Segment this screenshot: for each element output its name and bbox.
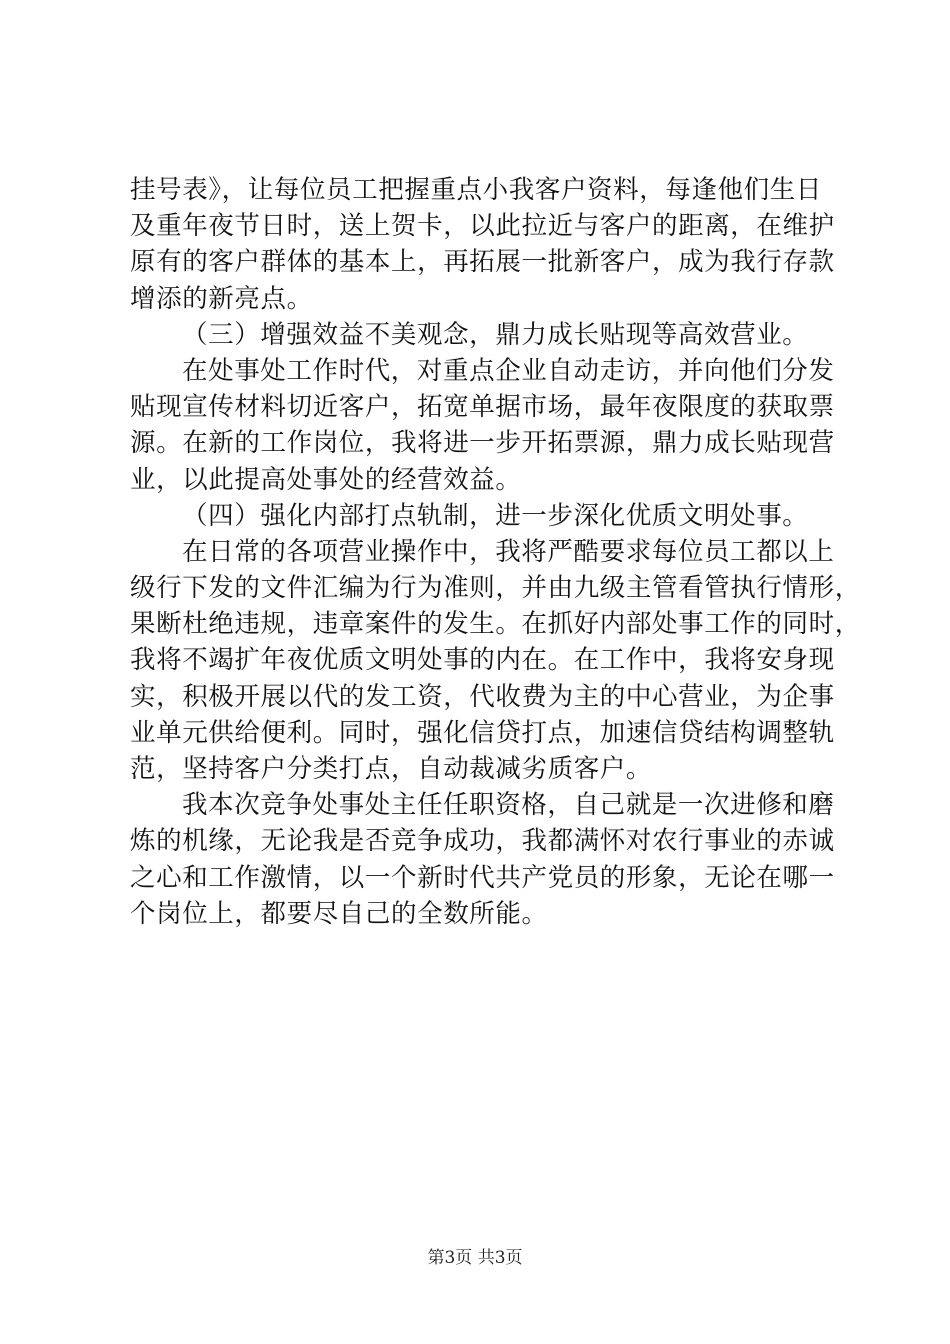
text-line: 增添的新亮点。 bbox=[130, 283, 313, 314]
text-line: 业单元供给便利。同时，强化信贷打点，加速信贷结构调整轨 bbox=[130, 717, 835, 748]
text-line: 在处事处工作时代，对重点企业自动走访，并向他们分发 bbox=[182, 355, 835, 386]
page-footer bbox=[0, 1243, 950, 1268]
text-line: 贴现宣传材料切近客户，拓宽单据市场，最年夜限度的获取票 bbox=[130, 392, 835, 423]
text-line: 级行下发的文件汇编为行为准则，并由九级主管看管执行情形， bbox=[130, 573, 861, 604]
text-line: 果断杜绝违规，违章案件的发生。在抓好内部处事工作的同时， bbox=[130, 609, 861, 640]
text-line: 范，坚持客户分类打点，自动裁减劣质客户。 bbox=[130, 754, 653, 784]
text-line: 炼的机缘，无论我是否竞争成功，我都满怀对农行事业的赤诚 bbox=[130, 826, 835, 857]
section-heading-3: （三）增强效益不美观念，鼎力成长贴现等高效营业。 bbox=[182, 319, 809, 350]
text-line: 在日常的各项营业操作中，我将严酷要求每位员工都以上 bbox=[182, 536, 835, 567]
text-line: 个岗位上，都要尽自己的全数所能。 bbox=[130, 898, 548, 929]
document-body bbox=[130, 172, 861, 932]
text-line: 挂号表》，让每位员工把握重点小我客户资料，每逢他们生日 bbox=[130, 175, 822, 205]
text-line: 原有的客户群体的基本上，再拓展一批新客户，成为我行存款 bbox=[130, 247, 835, 278]
text-line: 我将不竭扩年夜优质文明处事的内在。在工作中，我将安身现 bbox=[130, 645, 835, 676]
text-line: 我本次竞争处事处主任任职资格，自己就是一次进修和磨 bbox=[182, 790, 835, 821]
text-line: 源。在新的工作岗位，我将进一步开拓票源，鼎力成长贴现营 bbox=[130, 428, 835, 459]
page-number-label: 第3页 共3页 bbox=[427, 1248, 523, 1268]
text-line: 实，积极开展以代的发工资，代收费为主的中心营业，为企事 bbox=[130, 681, 835, 712]
text-line: 之心和工作激情，以一个新时代共产党员的形象，无论在哪一 bbox=[130, 862, 835, 893]
section-heading-4: （四）强化内部打点轨制，进一步深化优质文明处事。 bbox=[182, 500, 809, 531]
text-line: 业，以此提高处事处的经营效益。 bbox=[130, 464, 522, 495]
text-line: 及重年夜节日时，送上贺卡，以此拉近与客户的距离，在维护 bbox=[130, 211, 835, 242]
